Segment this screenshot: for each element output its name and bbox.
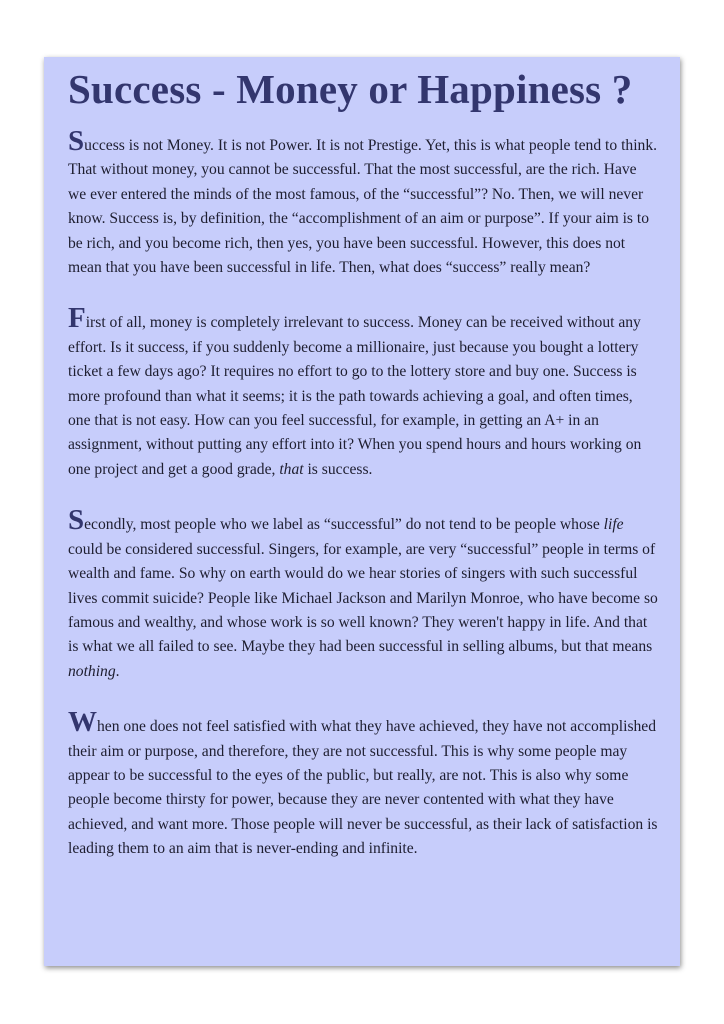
paragraph-text: is success.	[303, 460, 373, 478]
drop-cap: S	[68, 504, 85, 537]
drop-cap: F	[68, 302, 86, 335]
paragraph-text: hen one does not feel satisfied with what they have achieved, they have not accomplished their aim or purpose, and therefore, they are not successful. This is why some people may appear to be successful to the eyes of the public, but really, are not. This is also why some people become thirsty for power, because they are never contented with what they have achieved, and want more. Those people will never be successful, as their lack of satisfaction is leading them to an aim that is never-ending and infinite.	[68, 718, 658, 858]
paragraph-text: econdly, most people who we label as “successful” do not tend to be people whose	[84, 516, 604, 534]
emphasis-text: life	[603, 516, 624, 534]
drop-cap: S	[68, 125, 85, 157]
document-page	[44, 57, 680, 966]
paragraph-4	[68, 706, 658, 861]
paragraph-3	[68, 504, 658, 684]
paragraph-text: could be considered successful. Singers, for example, are very “successful” people in terms of wealth and fame. So why on earth would do we hear stories of singers with such successful lives commit suicide? People like Michael Jackson and Marilyn Monroe, who have become so famous and wealthy, and whose work is so well known? They weren't happy in life. And that is what we all failed to see. Maybe they had been successful in selling albums, but that means	[68, 540, 658, 656]
drop-cap: W	[68, 706, 97, 739]
emphasis-text: that	[279, 460, 304, 478]
paragraph-2	[68, 302, 658, 482]
paragraph-text: irst of all, money is completely irrelevant to success. Money can be received without any effort. Is it success, if you suddenly become a millionaire, just because you bought a lottery ticket a few days ago? It requires no effort to go to the lottery store and buy one. Success is more profound than what it seems; it is the path towards achieving a goal, and often times, one that is not easy. How can you feel successful, for example, in getting an A+ in an assignment, without putting any effort into it? When you spend hours and hours working on one project and get a good grade,	[68, 314, 642, 478]
emphasis-text: nothing	[68, 662, 116, 680]
paragraph-1	[68, 125, 658, 280]
paragraph-text: uccess is not Money. It is not Power. It is not Prestige. Yet, this is what people tend to think. That without money, you cannot be successful. That the most successful, are the rich. Have we ever entered the minds of the most famous, of the “successful”? No. Then, we will never know. Success is, by definition, the “accomplishment of an aim or purpose”. If your aim is to be rich, and you become rich, then yes, you have been successful. However, this does not mean that you have been successful in life. Then, what does “success” really mean?	[68, 137, 658, 277]
page-title: Success - Money or Happiness ?	[68, 66, 633, 112]
paragraph-text: .	[115, 662, 120, 680]
